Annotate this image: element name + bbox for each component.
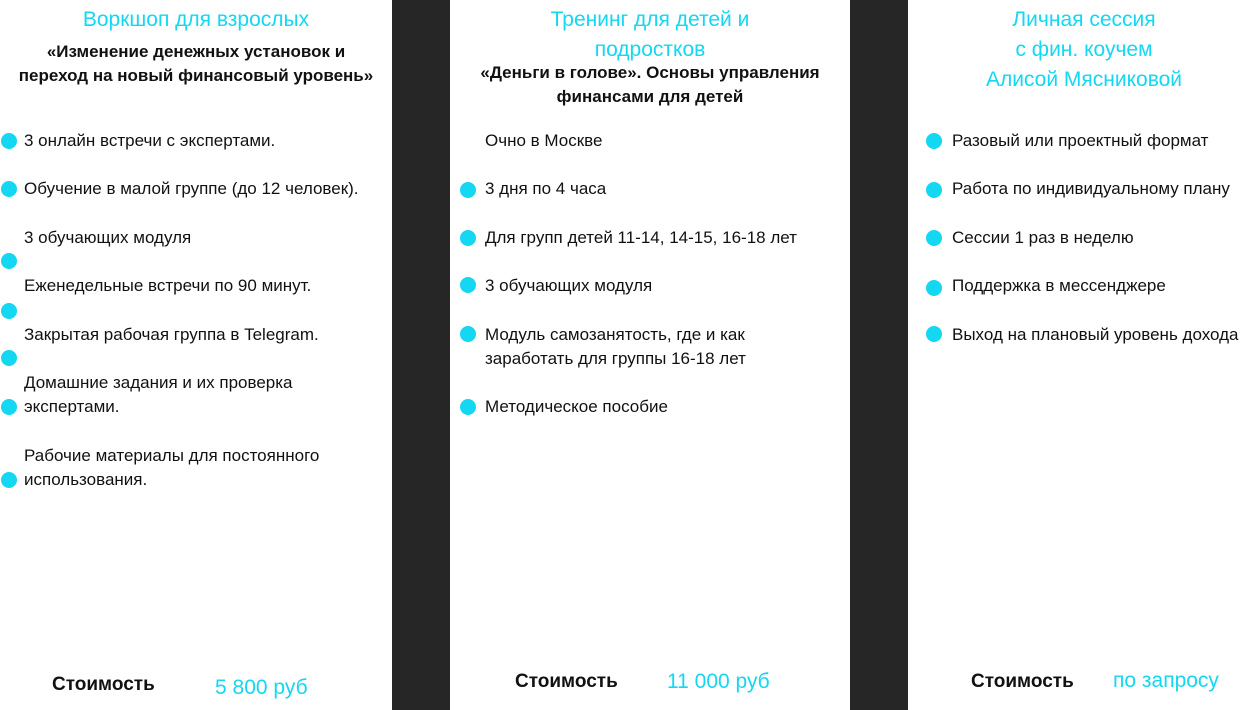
price-value: 11 000 руб: [667, 670, 770, 693]
list-item: Очно в Москве: [485, 131, 603, 150]
list-item: Работа по индивидуальному плану: [952, 179, 1230, 198]
bullet-icon: [1, 253, 17, 269]
subtitle-line: финансами для детей: [556, 87, 744, 106]
title-line: Алисой Мясниковой: [985, 68, 1183, 91]
list-item: Поддержка в мессенджере: [952, 276, 1166, 295]
price-value: по запросу: [1113, 669, 1219, 692]
price-label: Стоимость: [971, 671, 1074, 692]
bullet-icon: [460, 399, 476, 415]
bullet-icon: [1, 472, 17, 488]
subtitle-line: «Изменение денежных установок и: [46, 42, 346, 61]
subtitle-line: «Деньги в голове». Основы управления: [480, 63, 820, 82]
list-item: 3 дня по 4 часа: [485, 179, 607, 198]
bullet-icon: [926, 133, 942, 149]
list-item: Для групп детей 11-14, 14-15, 16-18 лет: [485, 228, 797, 247]
price-label: Стоимость: [515, 671, 618, 692]
list-item: Рабочие материалы для постоянного использования.: [24, 446, 320, 489]
card-workshop-adults: [0, 0, 392, 710]
bullet-icon: [926, 280, 942, 296]
bullet-icon: [926, 326, 942, 342]
card-subtitle: [0, 40, 392, 88]
title-line: Личная сессия: [1012, 8, 1156, 31]
bullet-icon: [460, 182, 476, 198]
title-line: с фин. коучем: [1015, 38, 1153, 61]
card-title: Воркшоп для взрослых: [82, 8, 310, 31]
card-title: [450, 5, 850, 65]
price-value: 5 800 руб: [215, 676, 308, 699]
card-subtitle: [450, 61, 850, 109]
bullet-icon: [1, 350, 17, 366]
list-item: Закрытая рабочая группа в Telegram.: [24, 325, 319, 344]
bullet-icon: [926, 230, 942, 246]
bullet-icon: [460, 230, 476, 246]
list-item: Разовый или проектный формат: [952, 131, 1209, 150]
card-training-kids: [450, 0, 850, 710]
bullet-icon: [926, 182, 942, 198]
list-item: Модуль самозанятость, где и как заработать для группы 16-18 лет: [485, 325, 746, 368]
bullet-icon: [1, 181, 17, 197]
list-item: 3 онлайн встречи с экспертами.: [24, 131, 276, 150]
list-item: Еженедельные встречи по 90 минут.: [24, 276, 312, 295]
title-line: Тренинг для детей и: [550, 8, 750, 31]
card-personal-session: [908, 0, 1260, 710]
bullet-icon: [1, 399, 17, 415]
list-item: Сессии 1 раз в неделю: [952, 228, 1134, 247]
list-item: 3 обучающих модуля: [485, 276, 653, 295]
bullet-icon: [460, 326, 476, 342]
bullet-icon: [1, 133, 17, 149]
list-item: Домашние задания и их проверка экспертами.: [24, 373, 293, 416]
bullet-icon: [460, 277, 476, 293]
bullet-icon: [1, 303, 17, 319]
card-title: [908, 5, 1260, 95]
list-item: Обучение в малой группе (до 12 человек).: [24, 179, 359, 198]
price-label: Стоимость: [52, 674, 155, 695]
subtitle-line: переход на новый финансовый уровень»: [18, 66, 374, 85]
list-item: 3 обучающих модуля: [24, 228, 192, 247]
list-item: Методическое пособие: [485, 397, 668, 416]
title-line: подростков: [594, 38, 706, 61]
list-item: Выход на плановый уровень дохода: [952, 325, 1239, 344]
